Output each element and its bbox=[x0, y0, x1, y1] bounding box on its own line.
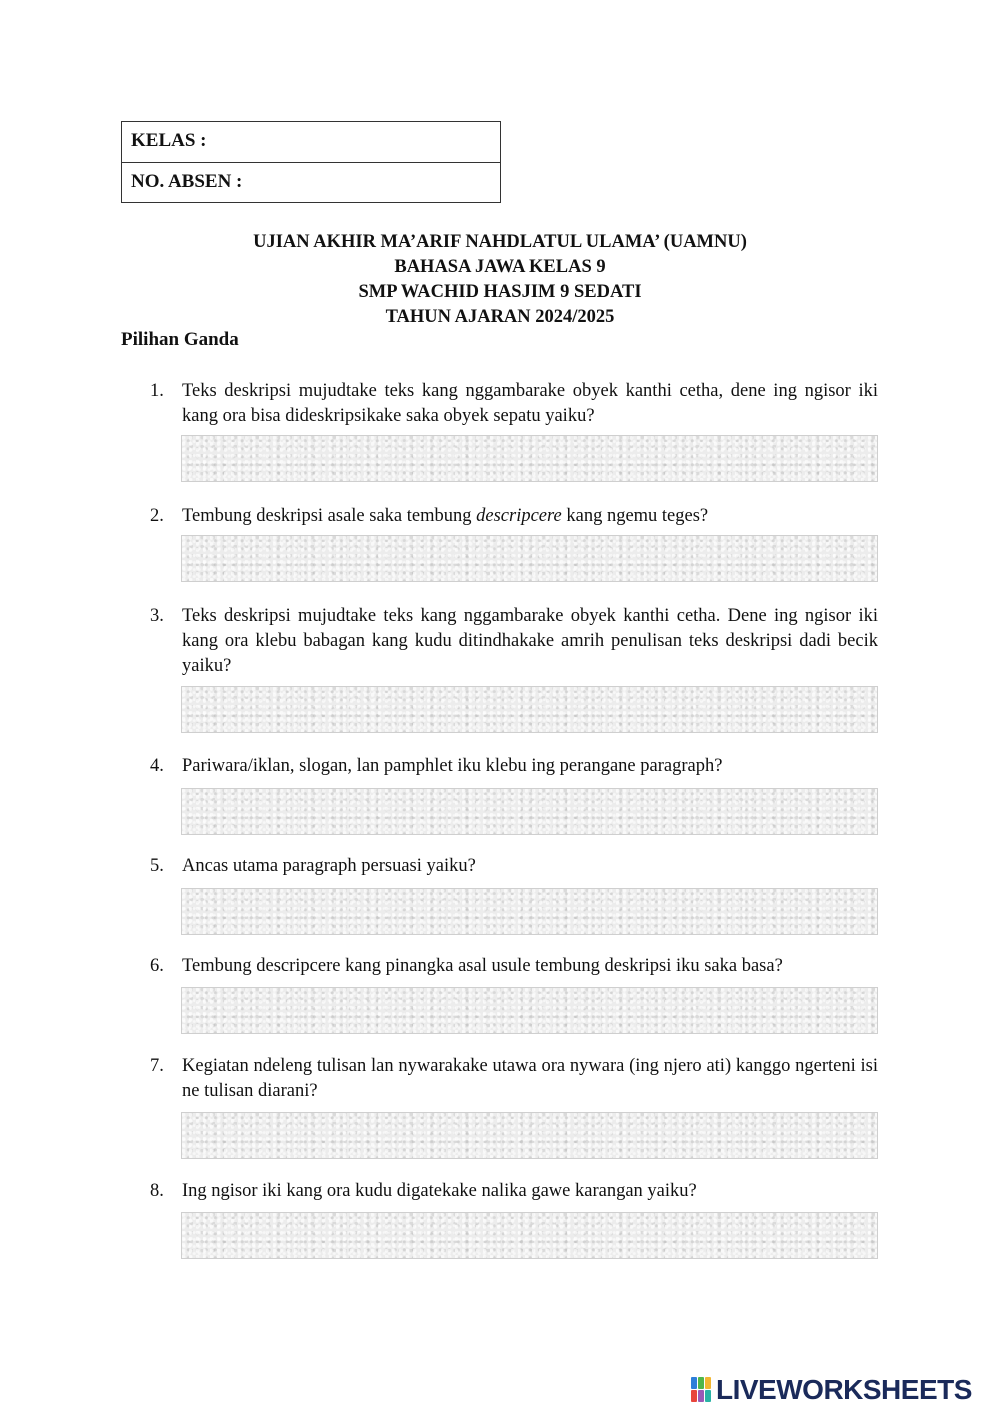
student-info-table bbox=[121, 121, 501, 203]
question-number-5: 5. bbox=[150, 856, 164, 876]
question-text-1: Teks deskripsi mujudtake teks kang nggambarake obyek kanthi cetha, dene ing ngisor iki kang ora bisa dideskripsikake saka obyek sepatu yaiku? bbox=[182, 381, 878, 426]
absen-label: NO. ABSEN : bbox=[122, 162, 500, 202]
question-text-2 bbox=[182, 504, 878, 529]
question-text-8: Ing ngisor iki kang ora kudu digatekake nalika gawe karangan yaiku? bbox=[182, 1181, 697, 1201]
liveworksheets-brand[interactable] bbox=[691, 1374, 972, 1406]
question-number-8: 8. bbox=[150, 1181, 164, 1201]
question-text-2-after: kang ngemu teges? bbox=[561, 506, 709, 526]
exam-title-line-1: UJIAN AKHIR MA’ARIF NAHDLATUL ULAMA’ (UAMNU) bbox=[253, 232, 747, 252]
question-number-6: 6. bbox=[150, 956, 164, 976]
question-text-3: Teks deskripsi mujudtake teks kang nggambarake obyek kanthi cetha. Dene ing ngisor iki kang ora klebu babagan kang kudu ditindhakake amrih penulisan teks deskripsi dadi becik yaiku? bbox=[182, 606, 878, 676]
exam-title-line-3: SMP WACHID HASJIM 9 SEDATI bbox=[358, 282, 642, 302]
question-number-2: 2. bbox=[150, 506, 164, 526]
answer-box-2[interactable] bbox=[181, 535, 878, 582]
question-text-6: Tembung descripcere kang pinangka asal usule tembung deskripsi iku saka basa? bbox=[182, 956, 783, 976]
question-number-7: 7. bbox=[150, 1056, 164, 1076]
question-text-2-before: Tembung deskripsi asale saka tembung bbox=[182, 506, 477, 526]
liveworksheets-logo-icon bbox=[691, 1377, 713, 1403]
answer-box-5[interactable] bbox=[181, 888, 878, 935]
question-text-4: Pariwara/iklan, slogan, lan pamphlet iku klebu ing perangane paragraph? bbox=[182, 756, 723, 776]
answer-box-7[interactable] bbox=[181, 1112, 878, 1159]
question-text-5: Ancas utama paragraph persuasi yaiku? bbox=[182, 856, 476, 876]
kelas-label: KELAS : bbox=[131, 130, 207, 151]
question-text-2-italic: descripcere bbox=[476, 506, 562, 526]
exam-title bbox=[0, 230, 1000, 330]
answer-box-6[interactable] bbox=[181, 987, 878, 1034]
question-number-1: 1. bbox=[150, 381, 164, 401]
section-title: Pilihan Ganda bbox=[121, 329, 239, 350]
answer-box-3[interactable] bbox=[181, 686, 878, 733]
answer-box-8[interactable] bbox=[181, 1212, 878, 1259]
exam-title-line-4: TAHUN AJARAN 2024/2025 bbox=[385, 307, 615, 327]
question-text-7: Kegiatan ndeleng tulisan lan nywarakake utawa ora nywara (ing njero ati) kanggo ngerteni isi ne tulisan diarani? bbox=[182, 1056, 878, 1101]
question-number-4: 4. bbox=[150, 756, 164, 776]
exam-title-line-2: BAHASA JAWA KELAS 9 bbox=[394, 257, 606, 277]
answer-box-4[interactable] bbox=[181, 788, 878, 835]
answer-box-1[interactable] bbox=[181, 435, 878, 482]
question-number-3: 3. bbox=[150, 606, 164, 626]
liveworksheets-wordmark: LIVEWORKSHEETS bbox=[716, 1374, 972, 1405]
